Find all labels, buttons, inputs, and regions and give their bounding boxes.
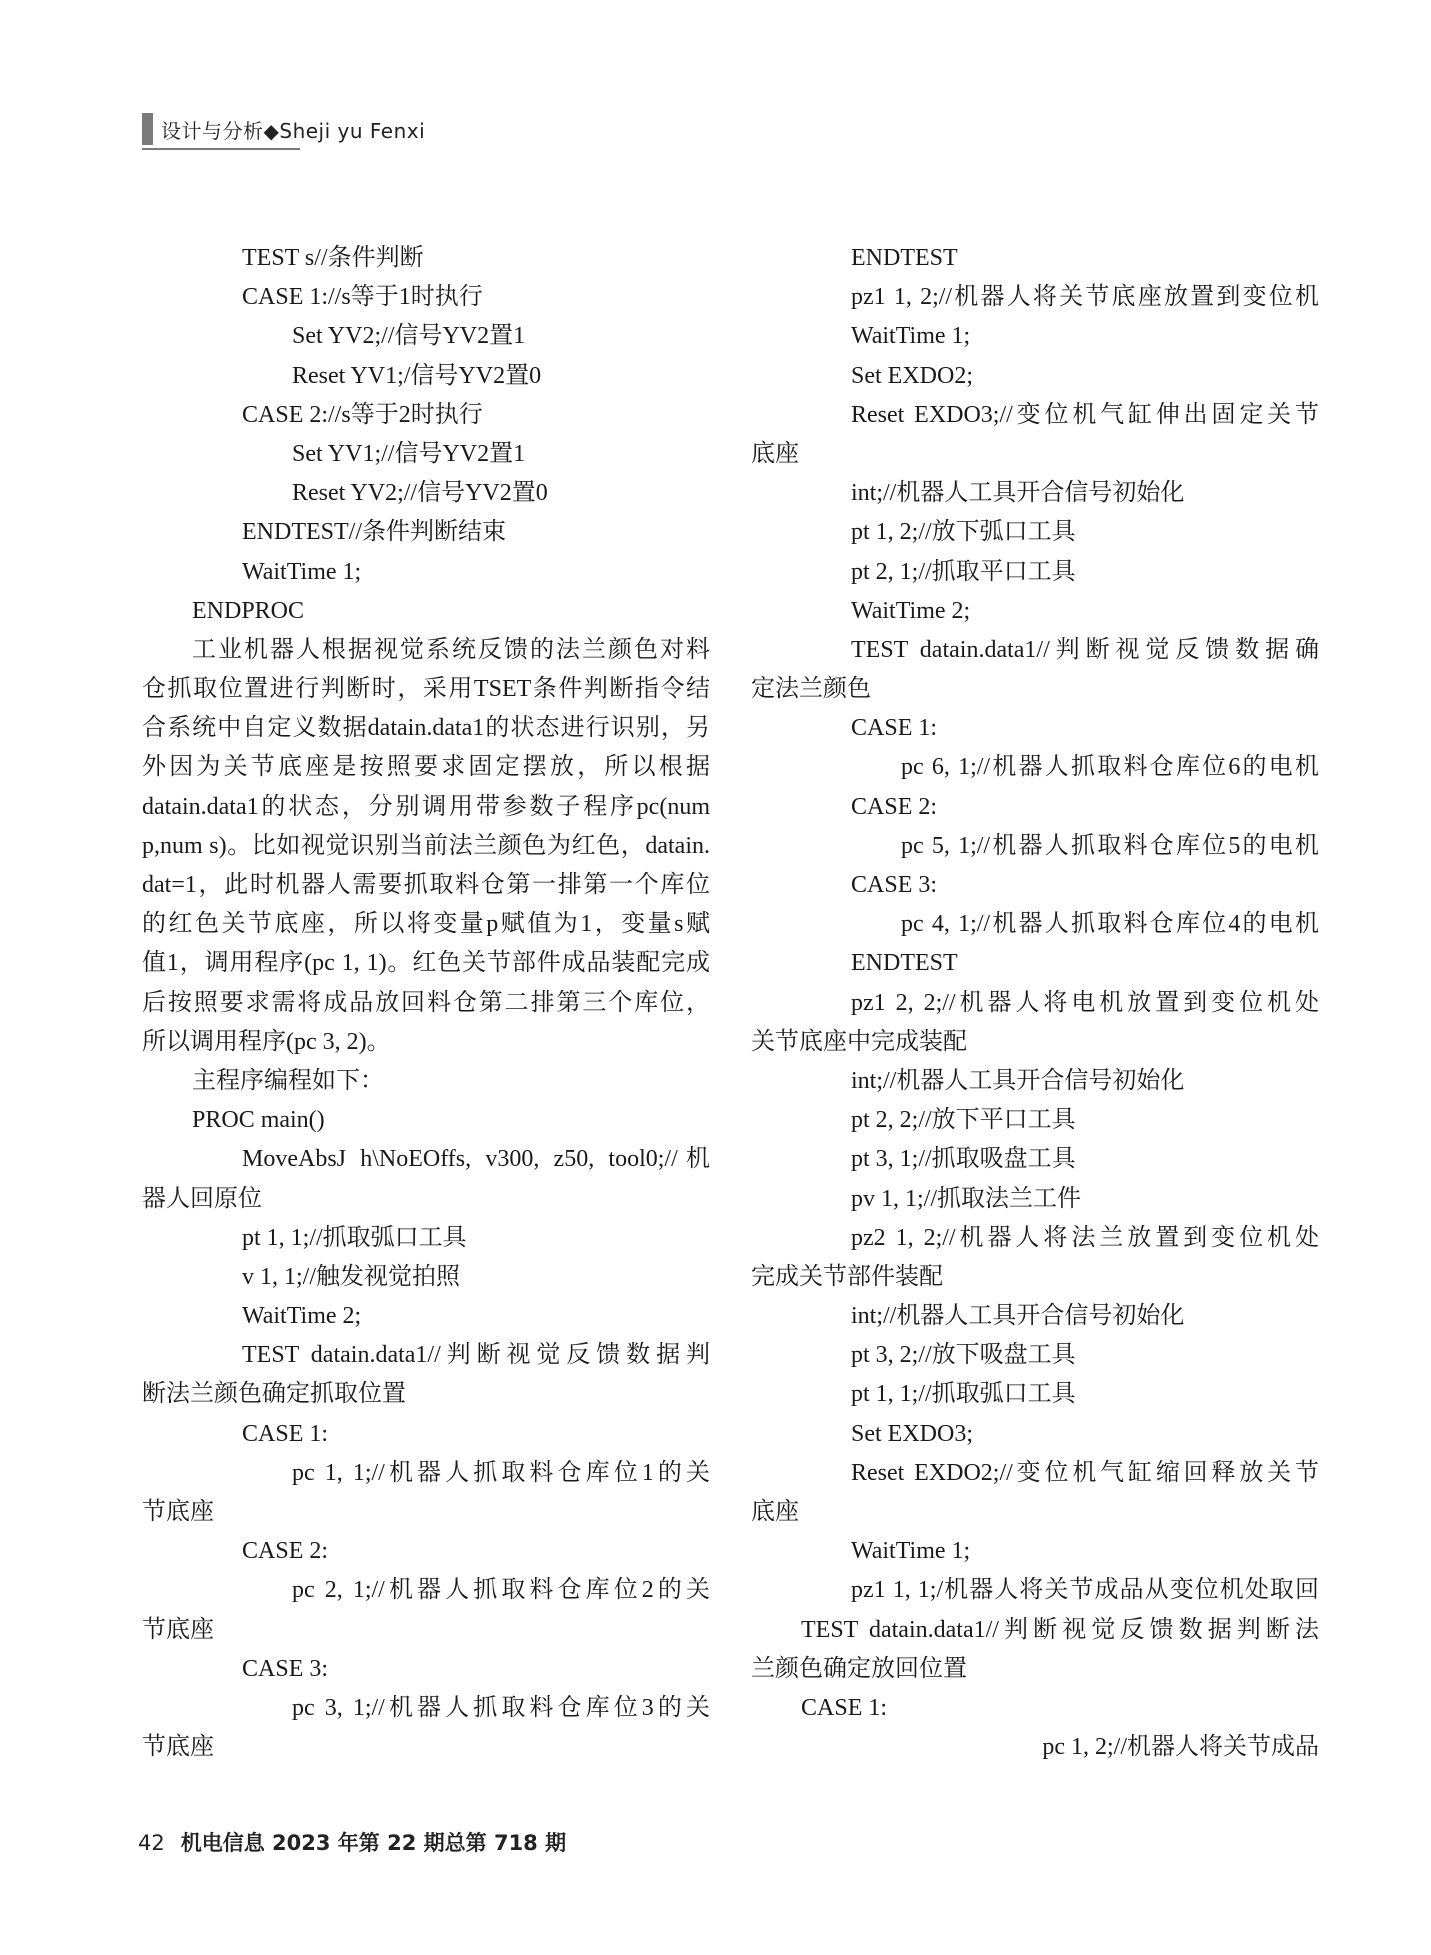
text-line: 节底座	[142, 1616, 214, 1643]
text-line: pc 5, 1;//机器人抓取料仓库位5的电机	[901, 832, 1319, 859]
text-line: 所以调用程序(pc 3, 2)。	[142, 1028, 391, 1055]
text-line: 主程序编程如下：	[192, 1067, 384, 1094]
text-line: TEST datain.data1//判断视觉反馈数据确	[851, 636, 1319, 663]
header-marker-bar	[142, 113, 153, 145]
text-line: 仓抓取位置进行判断时，采用TSET条件判断指令结	[142, 676, 710, 703]
text-line: 底座	[751, 440, 799, 467]
text-line: MoveAbsJ h\NoEOffs, v300, z50, tool0;//机	[242, 1146, 710, 1173]
text-line: ENDTEST//条件判断结束	[242, 519, 506, 546]
text-line: 器人回原位	[142, 1185, 262, 1212]
text-line: CASE 3:	[851, 872, 938, 898]
page-number: 42	[138, 1831, 165, 1855]
text-line: TEST datain.data1//判断视觉反馈数据判断法	[801, 1616, 1319, 1643]
text-line: 值1，调用程序(pc 1, 1)。红色关节部件成品装配完成	[142, 950, 710, 977]
text-line: 工业机器人根据视觉系统反馈的法兰颜色对料	[192, 636, 710, 663]
text-line: pt 3, 1;//抓取吸盘工具	[851, 1146, 1076, 1173]
text-line: Set EXDO2;	[851, 362, 973, 389]
text-line: pt 3, 2;//放下吸盘工具	[851, 1342, 1076, 1369]
text-line: Reset YV2;//信号YV2置0	[292, 480, 548, 507]
text-line: CASE 1:	[851, 715, 938, 742]
text-line: WaitTime 1;	[851, 1538, 971, 1565]
text-line: v 1, 1;//触发视觉拍照	[242, 1263, 461, 1290]
text-line: pc 4, 1;//机器人抓取料仓库位4的电机	[901, 911, 1319, 938]
text-line: p,num s)。比如视觉识别当前法兰颜色为红色，datain.	[142, 832, 710, 859]
text-line: CASE 1:	[801, 1694, 888, 1721]
text-line: CASE 1:	[242, 1420, 329, 1447]
text-line: pc 6, 1;//机器人抓取料仓库位6的电机	[901, 754, 1319, 781]
text-line: pz1 1, 2;//机器人将关节底座放置到变位机	[851, 284, 1319, 311]
text-line: pz1 2, 2;//机器人将电机放置到变位机处	[851, 989, 1319, 1016]
text-line: 外因为关节底座是按照要求固定摆放，所以根据	[142, 754, 710, 781]
text-line: Set EXDO3;	[851, 1420, 973, 1447]
text-line: 断法兰颜色确定抓取位置	[142, 1381, 406, 1408]
text-line: CASE 1://s等于1时执行	[242, 284, 483, 311]
text-line: WaitTime 1;	[851, 323, 971, 350]
text-line: WaitTime 1;	[242, 558, 362, 585]
text-line: 定法兰颜色	[751, 676, 871, 703]
text-line: int;//机器人工具开合信号初始化	[851, 480, 1185, 507]
text-line: ENDTEST	[851, 245, 958, 271]
text-line: pc 3, 1;//机器人抓取料仓库位3的关	[292, 1694, 710, 1721]
right-column	[751, 239, 1319, 1767]
text-line: CASE 2://s等于2时执行	[242, 401, 483, 428]
text-line: CASE 2:	[851, 793, 938, 820]
page-footer	[138, 1827, 566, 1857]
header-title: 设计与分析◆Sheji yu Fenxi	[161, 118, 426, 143]
text-line: 完成关节部件装配	[751, 1263, 943, 1290]
text-line: pc 2, 1;//机器人抓取料仓库位2的关	[292, 1577, 710, 1604]
text-line: dat=1，此时机器人需要抓取料仓第一排第一个库位	[142, 872, 710, 898]
text-line: 合系统中自定义数据datain.data1的状态进行识别，另	[142, 715, 710, 742]
journal-issue: 机电信息 2023 年第 22 期总第 718 期	[180, 1831, 567, 1855]
text-line: int;//机器人工具开合信号初始化	[851, 1303, 1185, 1330]
header-underline	[142, 148, 300, 150]
text-line: 节底座	[142, 1734, 214, 1761]
text-line: CASE 2:	[242, 1538, 329, 1565]
text-line: pt 2, 2;//放下平口工具	[851, 1107, 1076, 1134]
text-line: 底座	[751, 1499, 799, 1525]
text-line: Set YV1;//信号YV2置1	[292, 440, 526, 467]
text-line: 兰颜色确定放回位置	[751, 1655, 967, 1682]
text-line: TEST datain.data1//判断视觉反馈数据判	[242, 1342, 710, 1369]
running-header	[142, 112, 425, 146]
text-line: pc 1, 2;//机器人将关节成品	[1042, 1734, 1319, 1761]
text-line: WaitTime 2;	[242, 1303, 362, 1330]
text-line: WaitTime 2;	[851, 597, 971, 624]
text-line: TEST s//条件判断	[242, 245, 424, 271]
text-line: 后按照要求需将成品放回料仓第二排第三个库位，	[142, 989, 710, 1016]
text-line: ENDTEST	[851, 950, 958, 977]
text-line: CASE 3:	[242, 1655, 329, 1682]
text-line: ENDPROC	[192, 597, 305, 624]
text-line: 的红色关节底座，所以将变量p赋值为1，变量s赋	[142, 911, 710, 938]
text-line: Set YV2;//信号YV2置1	[292, 323, 526, 350]
text-line: Reset EXDO2;//变位机气缸缩回释放关节	[851, 1459, 1319, 1486]
text-line: pz1 1, 1;/机器人将关节成品从变位机处取回	[851, 1577, 1319, 1604]
text-line: pt 1, 1;//抓取弧口工具	[242, 1224, 467, 1251]
text-line: Reset EXDO3;//变位机气缸伸出固定关节	[851, 401, 1319, 428]
text-line: datain.data1的状态，分别调用带参数子程序pc(num	[142, 793, 710, 820]
text-line: 关节底座中完成装配	[751, 1028, 967, 1055]
text-line: pt 1, 2;//放下弧口工具	[851, 519, 1076, 546]
text-line: pz2 1, 2;//机器人将法兰放置到变位机处	[851, 1224, 1319, 1251]
text-line: pc 1, 1;//机器人抓取料仓库位1的关	[292, 1459, 710, 1486]
text-line: int;//机器人工具开合信号初始化	[851, 1067, 1185, 1094]
text-line: pt 2, 1;//抓取平口工具	[851, 558, 1076, 585]
text-line: 节底座	[142, 1499, 214, 1525]
left-column	[142, 239, 710, 1767]
text-line: Reset YV1;/信号YV2置0	[292, 362, 542, 389]
text-line: pt 1, 1;//抓取弧口工具	[851, 1381, 1076, 1408]
text-line: PROC main()	[192, 1107, 325, 1134]
text-line: pv 1, 1;//抓取法兰工件	[851, 1185, 1082, 1212]
